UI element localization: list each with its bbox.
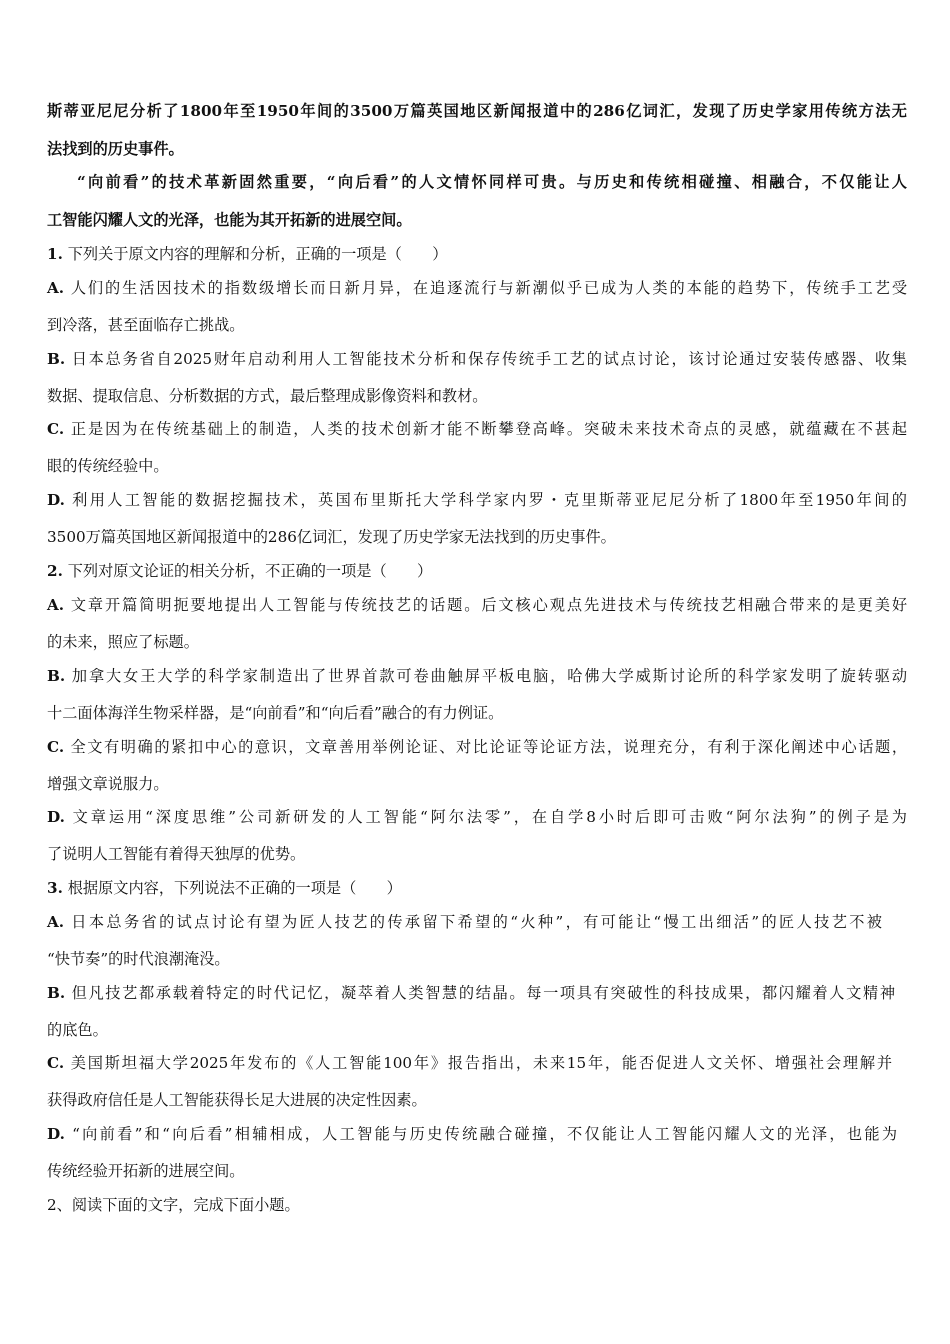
option-letter: B. bbox=[47, 350, 66, 368]
option-letter: A. bbox=[47, 596, 65, 614]
option-text: 日本总务省的试点讨论有望为匠人技艺的传承留下希望的“火种”，有可能让“慢工出细活”的匠人技艺不被 bbox=[71, 913, 882, 931]
option-text: 日本总务省自2025财年启动利用人工智能技术分析和保存传统手工艺的试点讨论，该讨论通过安装传感器、收集 bbox=[71, 350, 907, 368]
option-letter: D. bbox=[47, 1125, 65, 1143]
q3-option-b bbox=[47, 983, 895, 1003]
q3-option-a-cont: “快节奏”的时代浪潮淹没。 bbox=[47, 950, 230, 968]
question-number: 1. bbox=[47, 245, 63, 263]
option-letter: C. bbox=[47, 1054, 65, 1072]
option-text: 但凡技艺都承载着特定的时代记忆，凝萃着人类智慧的结晶。每一项具有突破性的科技成果，都闪耀着人文精神 bbox=[71, 984, 896, 1002]
section-2-heading: 2、阅读下面的文字，完成下面小题。 bbox=[47, 1196, 300, 1214]
option-letter: A. bbox=[47, 279, 65, 297]
q2-option-a bbox=[47, 595, 907, 615]
q3-option-a bbox=[47, 912, 882, 932]
option-text: 正是因为在传统基础上的制造，人类的技术创新才能不断攀登高峰。突破未来技术奇点的灵感，就蕴藏在不甚起 bbox=[70, 420, 908, 438]
option-text: 文章开篇简明扼要地提出人工智能与传统技艺的话题。后文核心观点先进技术与传统技艺相融合带来的是更美好 bbox=[70, 596, 908, 614]
q1-option-b bbox=[47, 349, 907, 369]
q3-option-c bbox=[47, 1053, 892, 1073]
q1-option-a bbox=[47, 278, 907, 298]
question-3-stem bbox=[47, 878, 907, 898]
question-1-stem bbox=[47, 244, 907, 264]
option-text: 加拿大女王大学的科学家制造出了世界首款可卷曲触屏平板电脑，哈佛大学威斯讨论所的科学家发明了旋转驱动 bbox=[71, 667, 908, 685]
option-letter: B. bbox=[47, 984, 66, 1002]
option-letter: B. bbox=[47, 667, 66, 685]
q2-option-c bbox=[47, 737, 907, 757]
q2-option-d bbox=[47, 807, 907, 827]
option-letter: D. bbox=[47, 491, 65, 509]
option-text: 利用人工智能的数据挖掘技术，英国布里斯托大学科学家内罗・克里斯蒂亚尼尼分析了1800年至1950年间的 bbox=[72, 491, 907, 509]
passage-line-2: 法找到的历史事件。 bbox=[47, 140, 184, 158]
q1-option-d-cont: 3500万篇英国地区新闻报道中的286亿词汇，发现了历史学家无法找到的历史事件。 bbox=[47, 528, 616, 546]
q2-option-b-cont: 十二面体海洋生物采样器，是“向前看”和“向后看”融合的有力例证。 bbox=[47, 704, 504, 722]
q1-option-c bbox=[47, 419, 907, 439]
option-text: 文章运用“深度思维”公司新研发的人工智能“阿尔法零”，在自学8小时后即可击败“阿尔法狗”的例子是为 bbox=[72, 808, 907, 826]
q2-option-a-cont: 的未来，照应了标题。 bbox=[47, 633, 199, 651]
question-2-stem bbox=[47, 561, 907, 581]
question-text: 根据原文内容，下列说法不正确的一项是（ ） bbox=[67, 879, 402, 897]
option-text: 美国斯坦福大学2025年发布的《人工智能100年》报告指出，未来15年，能否促进人文关怀、增强社会理解并 bbox=[70, 1054, 893, 1072]
option-letter: C. bbox=[47, 420, 65, 438]
passage-line-1: 斯蒂亚尼尼分析了1800年至1950年间的3500万篇英国地区新闻报道中的286亿词汇，发现了历史学家用传统方法无 bbox=[47, 102, 907, 120]
passage-line-3: “向前看”的技术革新固然重要，“向后看”的人文情怀同样可贵。与历史和传统相碰撞、相融合，不仅能让人 bbox=[77, 173, 907, 191]
option-text: “向前看”和“向后看”相辅相成，人工智能与历史传统融合碰撞，不仅能让人工智能闪耀人文的光泽，也能为 bbox=[72, 1125, 898, 1143]
q1-option-a-cont: 到冷落，甚至面临存亡挑战。 bbox=[47, 316, 245, 334]
q1-option-c-cont: 眼的传统经验中。 bbox=[47, 457, 169, 475]
option-letter: D. bbox=[47, 808, 65, 826]
question-number: 3. bbox=[47, 879, 63, 897]
q3-option-d-cont: 传统经验开拓新的进展空间。 bbox=[47, 1162, 245, 1180]
question-text: 下列对原文论证的相关分析，不正确的一项是（ ） bbox=[67, 562, 433, 580]
q1-option-d bbox=[47, 490, 907, 510]
option-letter: C. bbox=[47, 738, 65, 756]
q2-option-b bbox=[47, 666, 907, 686]
option-letter: A. bbox=[47, 913, 65, 931]
q3-option-c-cont: 获得政府信任是人工智能获得长足大进展的决定性因素。 bbox=[47, 1091, 427, 1109]
question-text: 下列关于原文内容的理解和分析，正确的一项是（ ） bbox=[67, 245, 448, 263]
option-text: 人们的生活因技术的指数级增长而日新月异，在追逐流行与新潮似乎已成为人类的本能的趋势下，传统手工艺受 bbox=[70, 279, 908, 297]
q2-option-d-cont: 了说明人工智能有着得天独厚的优势。 bbox=[47, 845, 306, 863]
q3-option-d bbox=[47, 1124, 897, 1144]
q3-option-b-cont: 的底色。 bbox=[47, 1021, 108, 1039]
question-number: 2. bbox=[47, 562, 63, 580]
option-text: 全文有明确的紧扣中心的意识，文章善用举例论证、对比论证等论证方法，说理充分，有利于深化阐述中心话题， bbox=[70, 738, 908, 756]
q1-option-b-cont: 数据、提取信息、分析数据的方式，最后整理成影像资料和教材。 bbox=[47, 387, 488, 405]
passage-line-4: 工智能闪耀人文的光泽，也能为其开拓新的进展空间。 bbox=[47, 211, 412, 229]
q2-option-c-cont: 增强文章说服力。 bbox=[47, 775, 169, 793]
